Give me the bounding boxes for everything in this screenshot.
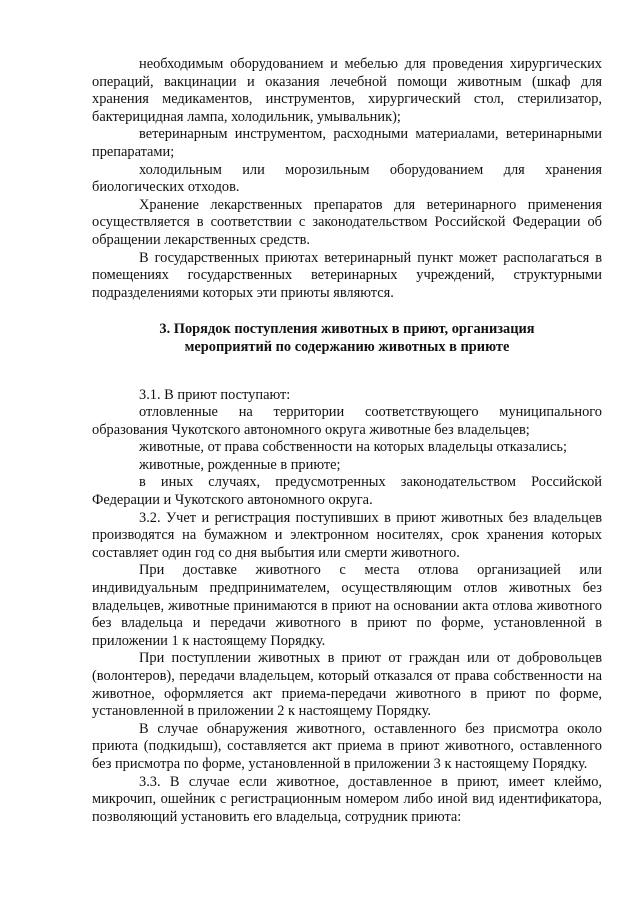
paragraph: В случае обнаружения животного, оставленного без присмотра около приюта (подкидыш), составляется акт приема в приют животного, оставленного без присмотра по форме, установленной в приложении 3 к настоящему Порядку. xyxy=(92,720,602,772)
paragraph: ветеринарным инструментом, расходными материалами, ветеринарными препаратами; xyxy=(92,126,602,160)
paragraph: животные, рожденные в приюте; xyxy=(139,456,341,473)
paragraph: отловленные на территории соответствующего муниципального образования Чукотского автономного округа животные без владельцев; xyxy=(92,404,602,438)
section-heading-line: 3. Порядок поступления животных в приют, организация xyxy=(159,321,535,338)
paragraph: При поступлении животных в приют от граждан или от добровольцев (волонтеров), передачи владельцем, который отказался от права собственности на животное, оформляется акт приема-передачи животного в приют по форме, установленной в приложении 2 к настоящему Порядку. xyxy=(92,650,602,720)
paragraph: холодильным или морозильным оборудованием для хранения биологических отходов. xyxy=(92,161,602,196)
paragraph: 3.1. В приют поступают: xyxy=(139,386,291,403)
paragraph: в иных случаях, предусмотренных законодательством Российской Федерации и Чукотского автономного округа. xyxy=(92,474,602,509)
paragraph: Хранение лекарственных препаратов для ветеринарного применения осуществляется в соответствии с законодательством Российской Федерации об обращении лекарственных средств. xyxy=(92,196,602,248)
paragraph: При доставке животного с места отлова организацией или индивидуальным предпринимателем, осуществляющим отлов животных без владельцев, животные принимаются в приют на основании акта отлова животного без владельца и передачи животного в приют по форме, установленной в приложении 1 к настоящему Порядку. xyxy=(92,562,602,649)
section-heading xyxy=(92,321,602,356)
paragraph: животные, от права собственности на которых владельцы отказались; xyxy=(139,439,567,456)
paragraph: В государственных приютах ветеринарный пункт может располагаться в помещениях государственных ветеринарных учреждений, структурными подразделениями которых эти приюты являются. xyxy=(92,249,602,301)
document-page xyxy=(92,56,602,826)
section-heading-line: мероприятий по содержанию животных в приюте xyxy=(184,338,510,355)
paragraph: 3.3. В случае если животное, доставленное в приют, имеет клеймо, микрочип, ошейник с регистрационным номером либо иной вид идентификатора, позволяющий установить его владельца, сотрудник приюта: xyxy=(92,773,602,825)
paragraph: необходимым оборудованием и мебелью для проведения хирургических операций, вакцинации и оказания лечебной помощи животным (шкаф для хранения медикаментов, инструментов, хирургический стол, стерилизатор, бактерицидная лампа, холодильник, умывальник); xyxy=(92,56,602,125)
paragraph: 3.2. Учет и регистрация поступивших в приют животных без владельцев производятся на бумажном и электронном носителях, срок хранения которых составляет один год со дня выбытия или смерти животного. xyxy=(92,509,602,561)
